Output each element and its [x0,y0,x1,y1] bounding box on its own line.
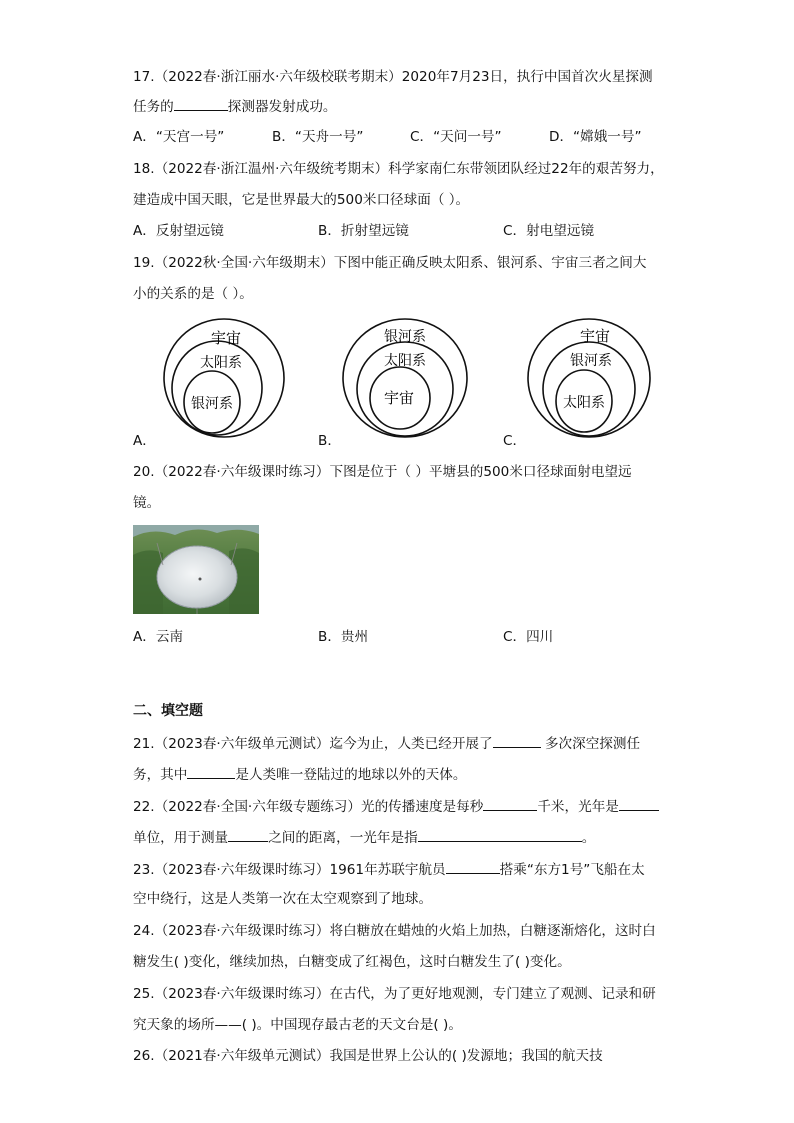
q20-line2: 镜。 [133,495,161,511]
q19-diagrams [0,310,794,450]
q24-line1: 24.（2023春·六年级课时练习）将白糖放在蜡烛的火焰上加热，白糖逐渐熔化，这时白 [133,923,656,939]
diagram-a-middle-label: 太阳系 [200,355,242,371]
q21-text-3: 务，其中 [133,767,188,783]
diagram-b-outer-label: 银河系 [384,329,426,345]
q23-line1 [133,860,645,879]
q19-line1: 19.（2022秋·全国·六年级期末）下图中能正确反映太阳系、银河系、宇宙三者之间大 [133,255,647,271]
q20-option-c[interactable]: C．四川 [503,629,554,645]
q23-text-1: 23.（2023春·六年级课时练习）1961年苏联宇航员 [133,862,446,878]
q20-option-b[interactable]: B．贵州 [318,629,369,645]
q22-blank-1[interactable] [483,797,537,811]
q17-line2 [133,97,337,116]
diagram-c-inner-label: 太阳系 [563,395,605,411]
q17-blank[interactable] [174,97,228,111]
q18-line1: 18.（2022春·浙江温州·六年级统考期末）科学家南仁东带领团队经过22年的艰苦努力， [133,161,664,177]
diagram-b-middle-label: 太阳系 [384,353,426,369]
q19-line2: 小的关系的是（ ）。 [133,286,253,302]
q21-text-4: 是人类唯一登陆过的地球以外的天体。 [235,767,467,783]
q22-line2 [133,828,595,847]
q18-line2: 建造成中国天眼，它是世界最大的500米口径球面（ ）。 [133,192,470,208]
q17-line1: 17.（2022春·浙江丽水·六年级校联考期末）2020年7月23日，执行中国首次火星探测 [133,69,653,85]
q17-option-c[interactable]: C．“天问一号” [410,129,502,145]
q17-option-d[interactable]: D．“嫦娥一号” [549,129,642,145]
q22-text-4: 之间的距离，一光年是指 [268,830,418,846]
diagram-a-outer-label: 宇宙 [210,329,242,347]
diagram-b [343,319,467,437]
q22-text-5: 。 [581,830,596,846]
q24-line2: 糖发生( )变化，继续加热，白糖变成了红褐色，这时白糖发生了( )变化。 [133,954,571,970]
q18-option-a[interactable]: A．反射望远镜 [133,223,224,239]
q18-option-b[interactable]: B．折射望远镜 [318,223,409,239]
diagram-c-middle-label: 银河系 [570,353,612,369]
q21-line2 [133,765,466,784]
q17-text-post: 探测器发射成功。 [227,99,337,115]
q17-option-b[interactable]: B．“天舟一号” [272,129,364,145]
q23-blank[interactable] [446,860,500,874]
q19-option-c[interactable]: C． [503,433,527,449]
q21-text-1: 21.（2023春·六年级单元测试）迄今为止，人类已经开展了 [133,736,493,752]
q20-line1: 20.（2022春·六年级课时练习）下图是位于（ ）平塘县的500米口径球面射电望远 [133,464,632,480]
q25-line2: 究天象的场所——( )。中国现存最古老的天文台是( )。 [133,1017,462,1033]
q17-text-pre: 任务的 [133,99,174,115]
q21-text-2: 多次深空探测任 [544,736,641,752]
q21-blank-2[interactable] [187,765,235,779]
diagram-c-outer-label: 宇宙 [579,327,611,345]
q17-option-a[interactable]: A．“天宫一号” [133,129,225,145]
q21-line1 [133,734,640,753]
fast-telescope-photo [133,525,259,614]
q21-blank-1[interactable] [493,734,541,748]
q22-line1 [133,797,659,816]
q23-text-2: 搭乘“东方1号”飞船在太 [499,862,645,878]
diagram-a-inner-label: 银河系 [191,396,233,412]
q25-line1: 25.（2023春·六年级课时练习）在古代，为了更好地观测，专门建立了观测、记录和研 [133,986,656,1002]
q22-blank-4[interactable] [418,828,582,842]
q22-blank-3[interactable] [228,828,268,842]
q22-text-3: 单位，用于测量 [133,830,229,846]
q22-text-1: 22.（2022春·全国·六年级专题练习）光的传播速度是每秒 [133,799,484,815]
diagram-c [528,319,650,437]
section-2-heading: 二、填空题 [133,703,203,719]
q19-option-a[interactable]: A． [133,433,156,449]
q22-blank-2[interactable] [619,797,659,811]
q20-option-a[interactable]: A．云南 [133,629,184,645]
diagram-a [164,319,284,437]
q18-option-c[interactable]: C．射电望远镜 [503,223,595,239]
q22-text-2: 千米，光年是 [537,799,619,815]
q23-line2: 空中绕行，这是人类第一次在太空观察到了地球。 [133,891,433,907]
q26-line1: 26.（2021春·六年级单元测试）我国是世界上公认的( )发源地；我国的航天技 [133,1048,603,1064]
diagram-b-inner-label: 宇宙 [383,389,415,407]
q19-option-b[interactable]: B． [318,433,341,449]
